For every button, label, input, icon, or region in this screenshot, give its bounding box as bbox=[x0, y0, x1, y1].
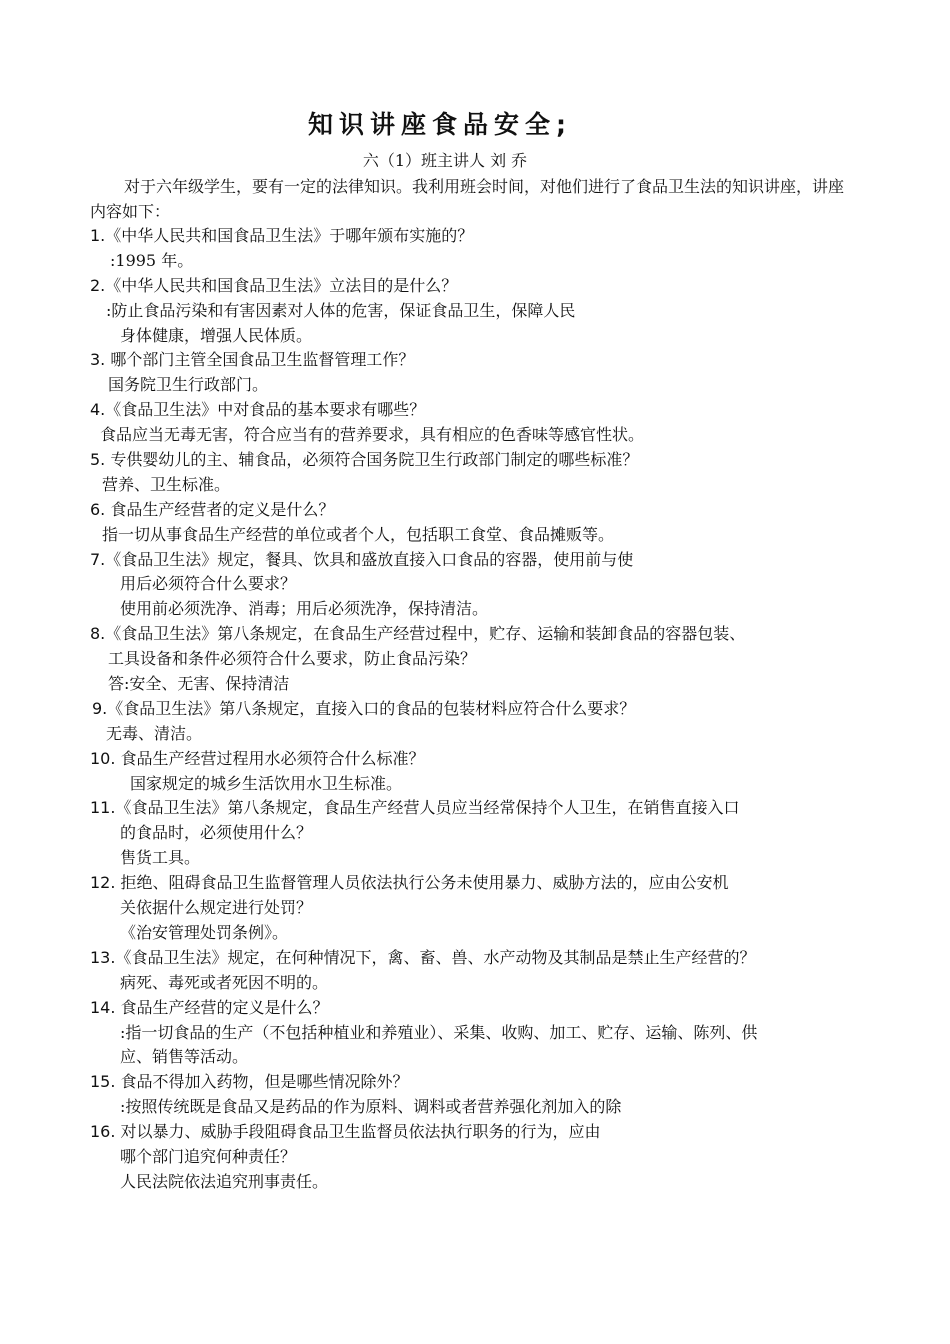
answer-line bbox=[90, 772, 850, 797]
answer-text: :按照传统既是食品又是药品的作为原料、调料或者营养强化剂加入的除 bbox=[120, 1097, 622, 1117]
answer-text: 工具设备和条件必须符合什么要求，防止食品污染？ bbox=[108, 649, 477, 669]
answer-text: 用后必须符合什么要求？ bbox=[120, 574, 297, 594]
question-number: 12. bbox=[90, 873, 116, 893]
answer-text: 使用前必须洗净、消毒；用后必须洗净，保持清洁。 bbox=[120, 599, 489, 619]
answer-line bbox=[90, 1145, 850, 1170]
question-line bbox=[90, 697, 850, 722]
question-text: 《中华人民共和国食品卫生法》于哪年颁布实施的？ bbox=[105, 226, 474, 245]
question-number: 13. bbox=[90, 947, 116, 967]
question-text: 《食品卫生法》中对食品的基本要求有哪些？ bbox=[105, 400, 426, 420]
question-line bbox=[90, 448, 850, 473]
question-text: 食品不得加入药物，但是哪些情况除外？ bbox=[115, 1072, 409, 1092]
answer-line bbox=[90, 722, 850, 747]
answer-text: 人民法院依法追究刑事责任。 bbox=[120, 1171, 329, 1191]
question-text: 食品生产经营者的定义是什么？ bbox=[105, 499, 335, 519]
question-text: 食品生产经营过程用水必须符合什么标准？ bbox=[115, 748, 425, 768]
answer-text: 的食品时，必须使用什么？ bbox=[120, 823, 313, 843]
page-subtitle: 六（1）班主讲人 刘 乔 bbox=[362, 151, 528, 170]
question-line bbox=[90, 498, 850, 523]
question-text: 《食品卫生法》第八条规定，在食品生产经营过程中，贮存、运输和装卸食品的容器包装、 bbox=[105, 624, 746, 644]
question-line bbox=[90, 274, 850, 299]
question-line bbox=[90, 398, 850, 423]
answer-line bbox=[90, 1045, 850, 1070]
answer-text: 病死、毒死或者死因不明的。 bbox=[120, 972, 329, 992]
question-text: 《食品卫生法》第八条规定，食品生产经营人员应当经常保持个人卫生，在销售直接入口 bbox=[115, 798, 740, 818]
answer-line bbox=[90, 921, 850, 946]
question-number: 2. bbox=[90, 275, 106, 295]
question-line bbox=[90, 348, 850, 373]
question-line bbox=[90, 1070, 850, 1095]
question-text: 《食品卫生法》规定，餐具、饮具和盛放直接入口食品的容器，使用前与使 bbox=[105, 549, 634, 569]
answer-text: 售货工具。 bbox=[120, 848, 201, 868]
answer-text: 答:安全、无害、保持清洁 bbox=[108, 674, 290, 694]
answer-text: 营养、卫生标准。 bbox=[102, 474, 231, 494]
question-number: 14. bbox=[90, 997, 116, 1017]
question-text: 对以暴力、威胁手段阻碍食品卫生监督员依法执行职务的行为，应由 bbox=[115, 1122, 601, 1142]
answer-line bbox=[90, 1095, 850, 1120]
answer-text: :防止食品污染和有害因素对人体的危害，保证食品卫生，保障人民 bbox=[106, 300, 576, 320]
answer-line bbox=[90, 523, 850, 548]
answer-text: 哪个部门追究何种责任？ bbox=[120, 1146, 297, 1166]
question-number: 7. bbox=[90, 549, 106, 569]
answer-text: :指一切食品的生产（不包括种植业和养殖业）、采集、收购、加工、贮存、运输、陈列、供 bbox=[120, 1022, 758, 1042]
question-number: 4. bbox=[90, 400, 106, 420]
qa-list bbox=[90, 224, 850, 1195]
answer-line bbox=[90, 373, 850, 398]
question-line bbox=[90, 747, 850, 772]
question-text: 哪个部门主管全国食品卫生监督管理工作？ bbox=[105, 350, 415, 370]
answer-text: 关依据什么规定进行处罚？ bbox=[120, 898, 313, 918]
answer-text: 身体健康，增强人民体质。 bbox=[120, 325, 313, 345]
question-line bbox=[90, 548, 850, 573]
answer-line bbox=[90, 896, 850, 921]
answer-line bbox=[90, 249, 850, 274]
answer-text: 《治安管理处罚条例》。 bbox=[120, 922, 289, 942]
question-line bbox=[90, 946, 850, 971]
answer-line bbox=[90, 647, 850, 672]
answer-text: 应、销售等活动。 bbox=[120, 1047, 249, 1067]
question-line bbox=[90, 224, 850, 249]
question-line bbox=[90, 871, 850, 896]
question-text: 《中华人民共和国食品卫生法》立法目的是什么？ bbox=[105, 275, 458, 295]
question-text: 《食品卫生法》第八条规定，直接入口的食品的包装材料应符合什么要求？ bbox=[107, 698, 636, 718]
intro-paragraph: 对于六年级学生，要有一定的法律知识。我利用班会时间，对他们进行了食品卫生法的知识讲座，讲座内容如下： bbox=[90, 177, 845, 221]
question-number: 3. bbox=[90, 350, 106, 370]
answer-line bbox=[90, 299, 850, 324]
question-number: 1. bbox=[90, 226, 106, 245]
answer-text: 无毒、清洁。 bbox=[106, 723, 203, 743]
answer-text: :1995 年。 bbox=[110, 250, 194, 270]
answer-line bbox=[90, 572, 850, 597]
answer-line bbox=[90, 423, 850, 448]
question-text: 《食品卫生法》规定，在何种情况下，禽、畜、兽、水产动物及其制品是禁止生产经营的？ bbox=[115, 947, 756, 967]
answer-line bbox=[90, 324, 850, 349]
question-line bbox=[90, 796, 850, 821]
answer-line bbox=[90, 473, 850, 498]
question-line bbox=[90, 1120, 850, 1145]
answer-line bbox=[90, 672, 850, 697]
question-number: 16. bbox=[90, 1122, 116, 1142]
page-title: 知识讲座食品安全; bbox=[308, 110, 572, 139]
question-number: 15. bbox=[90, 1072, 116, 1092]
answer-line bbox=[90, 971, 850, 996]
question-number: 8. bbox=[90, 624, 106, 644]
question-number: 11. bbox=[90, 798, 116, 818]
answer-line bbox=[90, 846, 850, 871]
answer-text: 食品应当无毒无害，符合应当有的营养要求，具有相应的色香味等感官性状。 bbox=[100, 425, 645, 445]
question-text: 专供婴幼儿的主、辅食品，必须符合国务院卫生行政部门制定的哪些标准？ bbox=[105, 450, 639, 470]
answer-line bbox=[90, 1021, 850, 1046]
question-line bbox=[90, 996, 850, 1021]
answer-text: 国务院卫生行政部门。 bbox=[108, 375, 269, 395]
question-number: 5. bbox=[90, 450, 106, 470]
question-number: 9. bbox=[92, 698, 108, 718]
answer-line bbox=[90, 597, 850, 622]
question-text: 拒绝、阻碍食品卫生监督管理人员依法执行公务未使用暴力、威胁方法的，应由公安机 bbox=[115, 873, 729, 893]
answer-line bbox=[90, 1170, 850, 1195]
question-number: 10. bbox=[90, 748, 116, 768]
answer-text: 指一切从事食品生产经营的单位或者个人，包括职工食堂、食品摊贩等。 bbox=[102, 524, 615, 544]
question-text: 食品生产经营的定义是什么？ bbox=[115, 997, 329, 1017]
answer-line bbox=[90, 821, 850, 846]
question-line bbox=[90, 622, 850, 647]
question-number: 6. bbox=[90, 499, 106, 519]
answer-text: 国家规定的城乡生活饮用水卫生标准。 bbox=[130, 773, 403, 793]
